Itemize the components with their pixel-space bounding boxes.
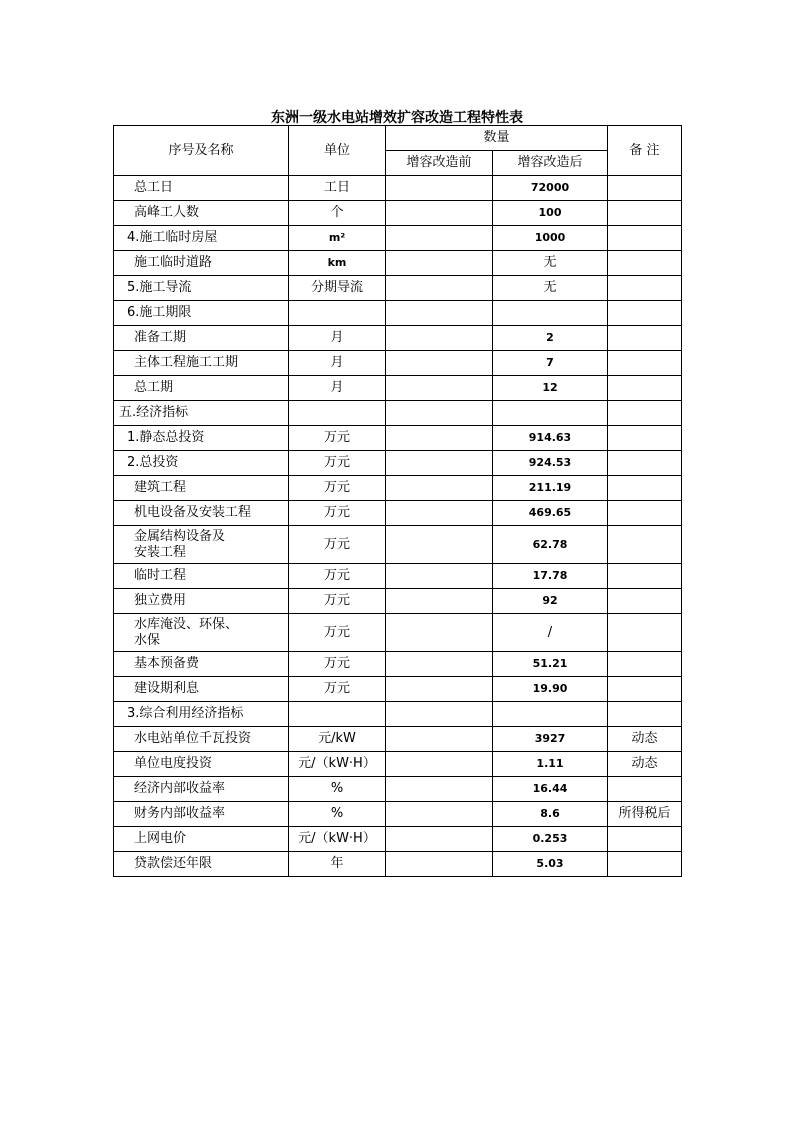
row-unit: 月 bbox=[289, 351, 386, 376]
row-after bbox=[493, 401, 608, 426]
row-note bbox=[608, 614, 682, 652]
row-after: 924.53 bbox=[493, 451, 608, 476]
row-before bbox=[386, 426, 493, 451]
row-name: 1.静态总投资 bbox=[114, 426, 289, 451]
row-before bbox=[386, 589, 493, 614]
row-after: 17.78 bbox=[493, 564, 608, 589]
row-name-line1: 水库淹没、环保、 bbox=[134, 616, 239, 632]
row-note bbox=[608, 176, 682, 201]
row-before bbox=[386, 201, 493, 226]
row-note bbox=[608, 401, 682, 426]
row-after: 7 bbox=[493, 351, 608, 376]
row-name bbox=[114, 526, 289, 564]
row-note bbox=[608, 777, 682, 802]
row-before bbox=[386, 827, 493, 852]
row-unit: 万元 bbox=[289, 614, 386, 652]
table-row bbox=[114, 326, 682, 351]
row-note: 动态 bbox=[608, 752, 682, 777]
table-row bbox=[114, 476, 682, 501]
row-unit bbox=[289, 401, 386, 426]
row-before bbox=[386, 614, 493, 652]
row-name: 单位电度投资 bbox=[114, 752, 289, 777]
row-name: 准备工期 bbox=[114, 326, 289, 351]
table-row bbox=[114, 351, 682, 376]
table-row bbox=[114, 752, 682, 777]
row-after: 无 bbox=[493, 251, 608, 276]
row-before bbox=[386, 476, 493, 501]
row-before bbox=[386, 226, 493, 251]
row-unit: 年 bbox=[289, 852, 386, 877]
row-name: 6.施工期限 bbox=[114, 301, 289, 326]
row-name: 上网电价 bbox=[114, 827, 289, 852]
row-before bbox=[386, 526, 493, 564]
row-unit: 万元 bbox=[289, 564, 386, 589]
row-unit bbox=[289, 301, 386, 326]
row-after: 8.6 bbox=[493, 802, 608, 827]
row-name-line2: 水保 bbox=[134, 632, 161, 648]
table-row bbox=[114, 176, 682, 201]
row-name: 主体工程施工工期 bbox=[114, 351, 289, 376]
row-unit: 工日 bbox=[289, 176, 386, 201]
table-row bbox=[114, 652, 682, 677]
row-unit bbox=[289, 702, 386, 727]
row-before bbox=[386, 326, 493, 351]
row-note bbox=[608, 476, 682, 501]
row-note bbox=[608, 351, 682, 376]
row-note bbox=[608, 589, 682, 614]
row-before bbox=[386, 702, 493, 727]
row-name-line1: 金属结构设备及 bbox=[134, 528, 226, 544]
row-after: 1000 bbox=[493, 226, 608, 251]
row-after: 211.19 bbox=[493, 476, 608, 501]
row-name: 五.经济指标 bbox=[114, 401, 289, 426]
row-unit: km bbox=[289, 251, 386, 276]
row-name: 总工期 bbox=[114, 376, 289, 401]
table-header-row bbox=[114, 126, 682, 151]
header-after: 增容改造后 bbox=[493, 151, 608, 176]
row-after: 5.03 bbox=[493, 852, 608, 877]
row-unit: 月 bbox=[289, 376, 386, 401]
header-name: 序号及名称 bbox=[114, 126, 289, 176]
row-unit: 万元 bbox=[289, 451, 386, 476]
header-note: 备 注 bbox=[608, 126, 682, 176]
row-note bbox=[608, 276, 682, 301]
characteristics-table bbox=[113, 125, 682, 877]
row-name: 高峰工人数 bbox=[114, 201, 289, 226]
row-before bbox=[386, 401, 493, 426]
row-name: 4.施工临时房屋 bbox=[114, 226, 289, 251]
table-row bbox=[114, 777, 682, 802]
row-before bbox=[386, 376, 493, 401]
row-note bbox=[608, 326, 682, 351]
row-before bbox=[386, 564, 493, 589]
row-name: 2.总投资 bbox=[114, 451, 289, 476]
row-after: 1.11 bbox=[493, 752, 608, 777]
row-before bbox=[386, 777, 493, 802]
row-name: 贷款偿还年限 bbox=[114, 852, 289, 877]
row-name bbox=[114, 614, 289, 652]
row-unit: 分期导流 bbox=[289, 276, 386, 301]
row-before bbox=[386, 501, 493, 526]
row-before bbox=[386, 677, 493, 702]
row-unit: 万元 bbox=[289, 501, 386, 526]
table-row bbox=[114, 501, 682, 526]
header-before: 增容改造前 bbox=[386, 151, 493, 176]
table-row bbox=[114, 526, 682, 564]
row-unit: m² bbox=[289, 226, 386, 251]
row-note bbox=[608, 226, 682, 251]
row-before bbox=[386, 752, 493, 777]
table-row bbox=[114, 589, 682, 614]
row-unit: 元/（kW·H） bbox=[289, 752, 386, 777]
table-row bbox=[114, 426, 682, 451]
document-title: 东洲一级水电站增效扩容改造工程特性表 bbox=[271, 110, 523, 126]
row-before bbox=[386, 802, 493, 827]
table-row bbox=[114, 802, 682, 827]
row-name: 建筑工程 bbox=[114, 476, 289, 501]
row-after: 62.78 bbox=[493, 526, 608, 564]
row-note bbox=[608, 677, 682, 702]
row-after: 3927 bbox=[493, 727, 608, 752]
row-unit: % bbox=[289, 802, 386, 827]
row-note bbox=[608, 501, 682, 526]
row-after: 0.253 bbox=[493, 827, 608, 852]
row-name: 3.综合利用经济指标 bbox=[114, 702, 289, 727]
row-before bbox=[386, 276, 493, 301]
row-unit: 万元 bbox=[289, 652, 386, 677]
row-note bbox=[608, 852, 682, 877]
row-after: 914.63 bbox=[493, 426, 608, 451]
row-note bbox=[608, 426, 682, 451]
table-row bbox=[114, 614, 682, 652]
row-note bbox=[608, 301, 682, 326]
row-note bbox=[608, 702, 682, 727]
row-after: 100 bbox=[493, 201, 608, 226]
row-after bbox=[493, 301, 608, 326]
row-after bbox=[493, 702, 608, 727]
row-name: 财务内部收益率 bbox=[114, 802, 289, 827]
row-before bbox=[386, 251, 493, 276]
row-after: 16.44 bbox=[493, 777, 608, 802]
row-name: 临时工程 bbox=[114, 564, 289, 589]
row-before bbox=[386, 301, 493, 326]
row-before bbox=[386, 727, 493, 752]
row-name-line2: 安装工程 bbox=[134, 544, 187, 560]
row-before bbox=[386, 652, 493, 677]
row-after: 12 bbox=[493, 376, 608, 401]
row-unit: 元/kW bbox=[289, 727, 386, 752]
table-row bbox=[114, 677, 682, 702]
row-after: 51.21 bbox=[493, 652, 608, 677]
row-unit: 万元 bbox=[289, 677, 386, 702]
table-row bbox=[114, 301, 682, 326]
row-before bbox=[386, 852, 493, 877]
header-quantity: 数量 bbox=[386, 126, 608, 151]
row-note bbox=[608, 251, 682, 276]
table-row bbox=[114, 276, 682, 301]
row-name: 水电站单位千瓦投资 bbox=[114, 727, 289, 752]
row-before bbox=[386, 451, 493, 476]
row-name: 建设期利息 bbox=[114, 677, 289, 702]
table-row bbox=[114, 727, 682, 752]
row-note bbox=[608, 201, 682, 226]
row-name: 5.施工导流 bbox=[114, 276, 289, 301]
row-after: 92 bbox=[493, 589, 608, 614]
row-unit: 万元 bbox=[289, 426, 386, 451]
table-row bbox=[114, 201, 682, 226]
table-row bbox=[114, 702, 682, 727]
row-note bbox=[608, 564, 682, 589]
row-note: 所得税后 bbox=[608, 802, 682, 827]
header-unit: 单位 bbox=[289, 126, 386, 176]
row-unit: 个 bbox=[289, 201, 386, 226]
table-row bbox=[114, 852, 682, 877]
row-unit: 万元 bbox=[289, 589, 386, 614]
row-unit: 元/（kW·H） bbox=[289, 827, 386, 852]
row-name: 基本预备费 bbox=[114, 652, 289, 677]
row-note bbox=[608, 526, 682, 564]
row-after: 469.65 bbox=[493, 501, 608, 526]
row-unit: % bbox=[289, 777, 386, 802]
row-note bbox=[608, 827, 682, 852]
row-name: 机电设备及安装工程 bbox=[114, 501, 289, 526]
row-after: 72000 bbox=[493, 176, 608, 201]
row-after: 无 bbox=[493, 276, 608, 301]
row-name: 经济内部收益率 bbox=[114, 777, 289, 802]
row-before bbox=[386, 351, 493, 376]
row-after: / bbox=[493, 614, 608, 652]
row-note: 动态 bbox=[608, 727, 682, 752]
row-name: 总工日 bbox=[114, 176, 289, 201]
table-row bbox=[114, 376, 682, 401]
table-row bbox=[114, 451, 682, 476]
row-unit: 月 bbox=[289, 326, 386, 351]
table-row bbox=[114, 251, 682, 276]
row-after: 19.90 bbox=[493, 677, 608, 702]
row-note bbox=[608, 376, 682, 401]
row-before bbox=[386, 176, 493, 201]
table-row bbox=[114, 226, 682, 251]
table-row bbox=[114, 401, 682, 426]
row-note bbox=[608, 652, 682, 677]
row-unit: 万元 bbox=[289, 526, 386, 564]
row-name: 施工临时道路 bbox=[114, 251, 289, 276]
row-note bbox=[608, 451, 682, 476]
row-after: 2 bbox=[493, 326, 608, 351]
row-name: 独立费用 bbox=[114, 589, 289, 614]
table-row bbox=[114, 827, 682, 852]
table-row bbox=[114, 564, 682, 589]
row-unit: 万元 bbox=[289, 476, 386, 501]
